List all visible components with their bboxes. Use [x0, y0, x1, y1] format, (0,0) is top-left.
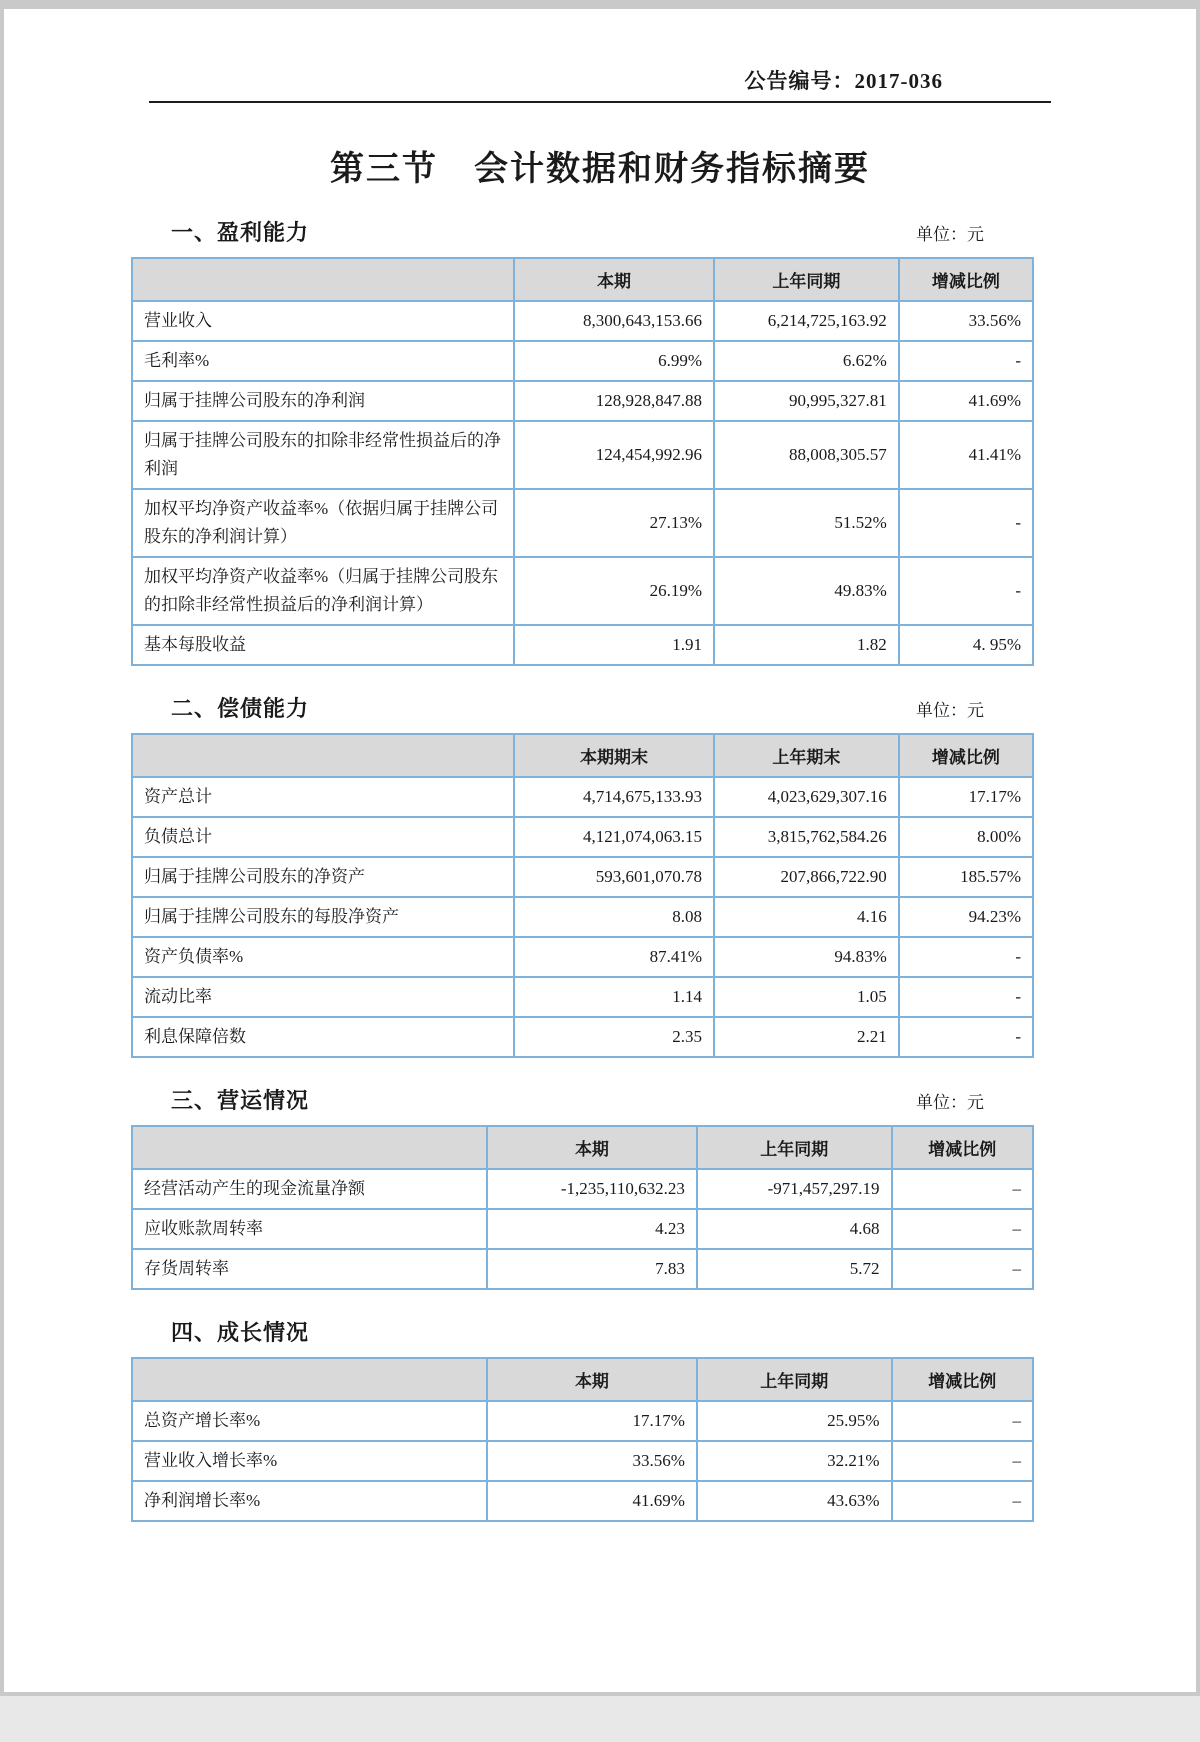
cell-value: –	[892, 1441, 1033, 1481]
table-row	[132, 817, 1033, 857]
row-label: 总资产增长率%	[132, 1401, 487, 1441]
cell-value: 128,928,847.88	[514, 381, 714, 421]
table-row	[132, 489, 1033, 557]
column-header	[132, 258, 514, 301]
table-row	[132, 301, 1033, 341]
cell-value: -	[899, 977, 1033, 1017]
unit-label: 单位：元	[916, 225, 984, 244]
cell-value: –	[892, 1249, 1033, 1289]
row-label: 负债总计	[132, 817, 514, 857]
cell-value: 90,995,327.81	[714, 381, 899, 421]
cell-value: 207,866,722.90	[714, 857, 899, 897]
column-header	[132, 734, 514, 777]
column-header: 本期	[487, 1358, 697, 1401]
cell-value: 17.17%	[899, 777, 1033, 817]
section-header-row	[131, 1084, 1069, 1115]
cell-value: 7.83	[487, 1249, 697, 1289]
cell-value: 6.99%	[514, 341, 714, 381]
section-heading: 一、盈利能力	[171, 220, 310, 245]
cell-value: 4,714,675,133.93	[514, 777, 714, 817]
table-row	[132, 1401, 1033, 1441]
bottom-whitespace	[4, 1522, 1196, 1742]
row-label: 营业收入增长率%	[132, 1441, 487, 1481]
cell-value: 6,214,725,163.92	[714, 301, 899, 341]
row-label: 资产负债率%	[132, 937, 514, 977]
table-row	[132, 937, 1033, 977]
financial-table	[131, 257, 1034, 666]
cell-value: 3,815,762,584.26	[714, 817, 899, 857]
cell-value: 26.19%	[514, 557, 714, 625]
table-row	[132, 1169, 1033, 1209]
table-row	[132, 1017, 1033, 1057]
table-row	[132, 381, 1033, 421]
table-row	[132, 1441, 1033, 1481]
cell-value: 51.52%	[714, 489, 899, 557]
financial-table	[131, 1357, 1034, 1522]
page-title: 第三节 会计数据和财务指标摘要	[330, 150, 870, 188]
table-row	[132, 625, 1033, 665]
cell-value: 8,300,643,153.66	[514, 301, 714, 341]
cell-value: 87.41%	[514, 937, 714, 977]
cell-value: 41.41%	[899, 421, 1033, 489]
table-header-row	[132, 258, 1033, 301]
table-row	[132, 1481, 1033, 1521]
cell-value: -1,235,110,632.23	[487, 1169, 697, 1209]
cell-value: 4.16	[714, 897, 899, 937]
cell-value: 1.82	[714, 625, 899, 665]
unit-label: 单位：元	[916, 701, 984, 720]
row-label: 加权平均净资产收益率%（归属于挂牌公司股东的扣除非经常性损益后的净利润计算）	[132, 557, 514, 625]
row-label: 净利润增长率%	[132, 1481, 487, 1521]
cell-value: 33.56%	[899, 301, 1033, 341]
table-row	[132, 1209, 1033, 1249]
section-2	[4, 692, 1196, 1058]
cell-value: 4.23	[487, 1209, 697, 1249]
cell-value: 17.17%	[487, 1401, 697, 1441]
row-label: 归属于挂牌公司股东的净利润	[132, 381, 514, 421]
table-row	[132, 421, 1033, 489]
notice-number: 公告编号：2017-036	[744, 69, 943, 93]
cell-value: –	[892, 1401, 1033, 1441]
cell-value: 88,008,305.57	[714, 421, 899, 489]
cell-value: -	[899, 341, 1033, 381]
column-header: 上年同期	[697, 1126, 892, 1169]
row-label: 存货周转率	[132, 1249, 487, 1289]
section-header-row	[131, 1316, 1069, 1347]
row-label: 资产总计	[132, 777, 514, 817]
cell-value: 1.91	[514, 625, 714, 665]
section-header-row	[131, 692, 1069, 723]
cell-value: 4,023,629,307.16	[714, 777, 899, 817]
sections	[4, 216, 1196, 1522]
financial-table	[131, 733, 1034, 1058]
table-row	[132, 1249, 1033, 1289]
table-row	[132, 777, 1033, 817]
row-label: 基本每股收益	[132, 625, 514, 665]
page-header	[149, 65, 1051, 103]
row-label: 利息保障倍数	[132, 1017, 514, 1057]
column-header: 本期	[514, 258, 714, 301]
cell-value: 4. 95%	[899, 625, 1033, 665]
row-label: 应收账款周转率	[132, 1209, 487, 1249]
cell-value: -	[899, 557, 1033, 625]
cell-value: 185.57%	[899, 857, 1033, 897]
row-label: 流动比率	[132, 977, 514, 1017]
row-label: 经营活动产生的现金流量净额	[132, 1169, 487, 1209]
table-row	[132, 557, 1033, 625]
cell-value: 41.69%	[899, 381, 1033, 421]
column-header	[132, 1358, 487, 1401]
column-header: 本期期末	[514, 734, 714, 777]
cell-value: 1.14	[514, 977, 714, 1017]
section-3	[4, 1084, 1196, 1290]
column-header: 本期	[487, 1126, 697, 1169]
table-row	[132, 977, 1033, 1017]
cell-value: 1.05	[714, 977, 899, 1017]
cell-value: 124,454,992.96	[514, 421, 714, 489]
cell-value: 4,121,074,063.15	[514, 817, 714, 857]
table-row	[132, 341, 1033, 381]
table-header-row	[132, 1126, 1033, 1169]
cell-value: 94.23%	[899, 897, 1033, 937]
row-label: 加权平均净资产收益率%（依据归属于挂牌公司股东的净利润计算）	[132, 489, 514, 557]
table-row	[132, 857, 1033, 897]
row-label: 归属于挂牌公司股东的净资产	[132, 857, 514, 897]
cell-value: -	[899, 937, 1033, 977]
cell-value: 2.35	[514, 1017, 714, 1057]
column-header: 增减比例	[892, 1126, 1033, 1169]
cell-value: 32.21%	[697, 1441, 892, 1481]
section-header-row	[131, 216, 1069, 247]
row-label: 归属于挂牌公司股东的扣除非经常性损益后的净利润	[132, 421, 514, 489]
cell-value: 2.21	[714, 1017, 899, 1057]
cell-value: –	[892, 1481, 1033, 1521]
cell-value: 94.83%	[714, 937, 899, 977]
table-header-row	[132, 734, 1033, 777]
section-heading: 三、营运情况	[171, 1088, 310, 1113]
section-4	[4, 1316, 1196, 1522]
column-header: 上年同期	[697, 1358, 892, 1401]
cell-value: 41.69%	[487, 1481, 697, 1521]
cell-value: 5.72	[697, 1249, 892, 1289]
table-row	[132, 897, 1033, 937]
cell-value: –	[892, 1209, 1033, 1249]
cell-value: 43.63%	[697, 1481, 892, 1521]
column-header	[132, 1126, 487, 1169]
column-header: 上年期末	[714, 734, 899, 777]
cell-value: 6.62%	[714, 341, 899, 381]
column-header: 增减比例	[899, 258, 1033, 301]
cell-value: -	[899, 489, 1033, 557]
cell-value: 593,601,070.78	[514, 857, 714, 897]
cell-value: 4.68	[697, 1209, 892, 1249]
cell-value: 8.08	[514, 897, 714, 937]
column-header: 增减比例	[892, 1358, 1033, 1401]
row-label: 毛利率%	[132, 341, 514, 381]
section-heading: 二、偿债能力	[171, 696, 310, 721]
row-label: 归属于挂牌公司股东的每股净资产	[132, 897, 514, 937]
cell-value: 25.95%	[697, 1401, 892, 1441]
column-header: 上年同期	[714, 258, 899, 301]
cell-value: 49.83%	[714, 557, 899, 625]
row-label: 营业收入	[132, 301, 514, 341]
cell-value: 27.13%	[514, 489, 714, 557]
table-header-row	[132, 1358, 1033, 1401]
column-header: 增减比例	[899, 734, 1033, 777]
cell-value: -	[899, 1017, 1033, 1057]
cell-value: 8.00%	[899, 817, 1033, 857]
cell-value: 33.56%	[487, 1441, 697, 1481]
financial-table	[131, 1125, 1034, 1290]
section-heading: 四、成长情况	[171, 1320, 310, 1345]
cell-value: –	[892, 1169, 1033, 1209]
unit-label: 单位：元	[916, 1093, 984, 1112]
section-1	[4, 216, 1196, 666]
cell-value: -971,457,297.19	[697, 1169, 892, 1209]
